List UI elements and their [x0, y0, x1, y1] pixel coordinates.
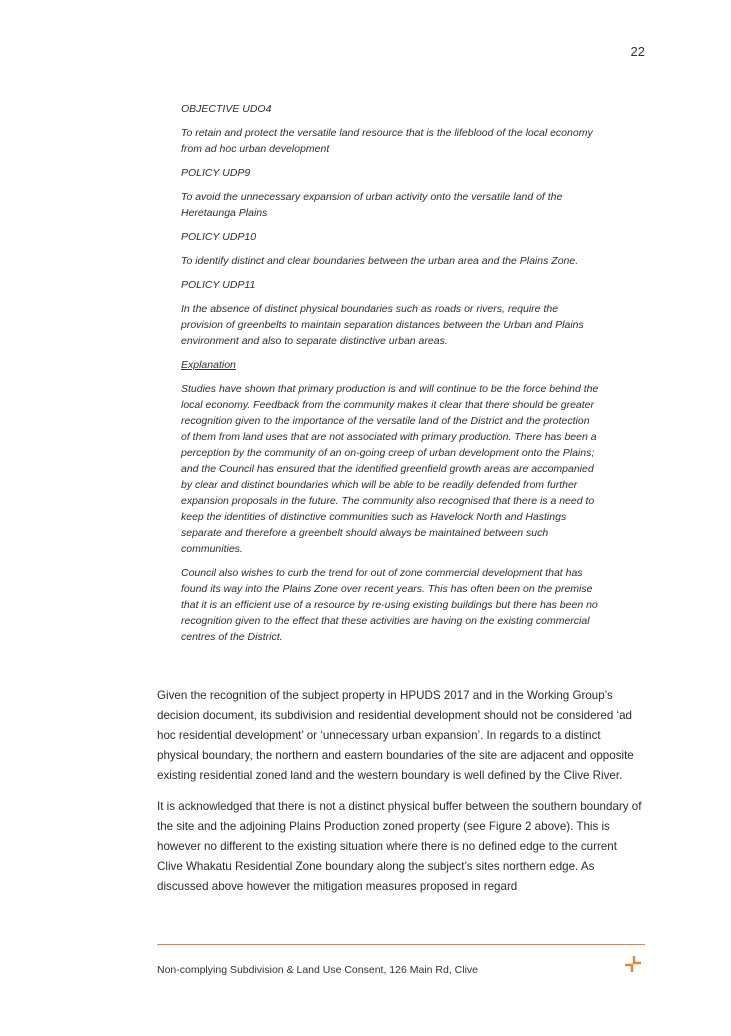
- page-number: 22: [630, 44, 645, 59]
- policy-udp9-text: To avoid the unnecessary expansion of urban activity onto the versatile land of the Heretaunga Plains: [181, 191, 563, 219]
- explanation-paragraph-2: Council also wishes to curb the trend for out of zone commercial development that has found its way into the Plains Zone over recent years. This has often been on the premise that it is an efficient use of a resource by re-using existing buildings but there has been no recognition given to the effect that these activities are having on the existing commercial centres of the District.: [181, 567, 598, 643]
- policy-udp10-text: To identify distinct and clear boundaries between the urban area and the Plains Zone.: [181, 255, 579, 267]
- body-paragraph-1: Given the recognition of the subject property in HPUDS 2017 and in the Working Group’s decision document, its subdivision and residential development should not be considered ‘ad hoc residential development’ or ‘unnecessary urban expansion’. In regards to a distinct physical boundary, the northern and eastern boundaries of the site are adjacent and opposite existing residential zoned land and the western boundary is well defined by the Clive River.: [157, 689, 634, 782]
- policy-udp10-heading: POLICY UDP10: [181, 231, 257, 243]
- policy-udp11-heading: POLICY UDP11: [181, 279, 256, 291]
- quoted-plan-extract: [181, 101, 601, 653]
- body-text: [157, 686, 645, 908]
- corner-bracket-logo-icon: [624, 955, 642, 973]
- policy-udp9-heading: POLICY UDP9: [181, 167, 251, 179]
- objective-heading: OBJECTIVE UDO4: [181, 103, 272, 115]
- footer-divider: [157, 944, 645, 945]
- policy-udp11-text: In the absence of distinct physical boundaries such as roads or rivers, require the provision of greenbelts to maintain separation distances between the Urban and Plains environment and also to separate distinctive urban areas.: [181, 303, 584, 347]
- explanation-heading: Explanation: [181, 359, 236, 371]
- body-paragraph-2: It is acknowledged that there is not a distinct physical buffer between the southern boundary of the site and the adjoining Plains Production zoned property (see Figure 2 above). This is however no different to the existing situation where there is no defined edge to the current Clive Whakatu Residential Zone boundary along the subject’s sites northern edge. As discussed above however the mitigation measures proposed in regard: [157, 800, 642, 893]
- explanation-paragraph-1: Studies have shown that primary production is and will continue to be the force behind the local economy. Feedback from the community makes it clear that there should be greater recognition given to the importance of the versatile land of the District and the protection of them from land uses that are not associated with primary production. There has been a perception by the community of an on-going creep of urban development onto the Plains; and the Council has ensured that the identified greenfield growth areas are accompanied by clear and distinct boundaries which will be able to be readily defended from further expansion proposals in the future. The community also recognised that there is a need to keep the identities of distinctive communities such as Havelock North and Hastings separate and therefore a greenbelt should always be maintained between such communities.: [181, 383, 599, 555]
- objective-text: To retain and protect the versatile land resource that is the lifeblood of the local economy from ad hoc urban development: [181, 127, 593, 155]
- footer-text: Non-complying Subdivision & Land Use Consent, 126 Main Rd, Clive: [157, 964, 478, 976]
